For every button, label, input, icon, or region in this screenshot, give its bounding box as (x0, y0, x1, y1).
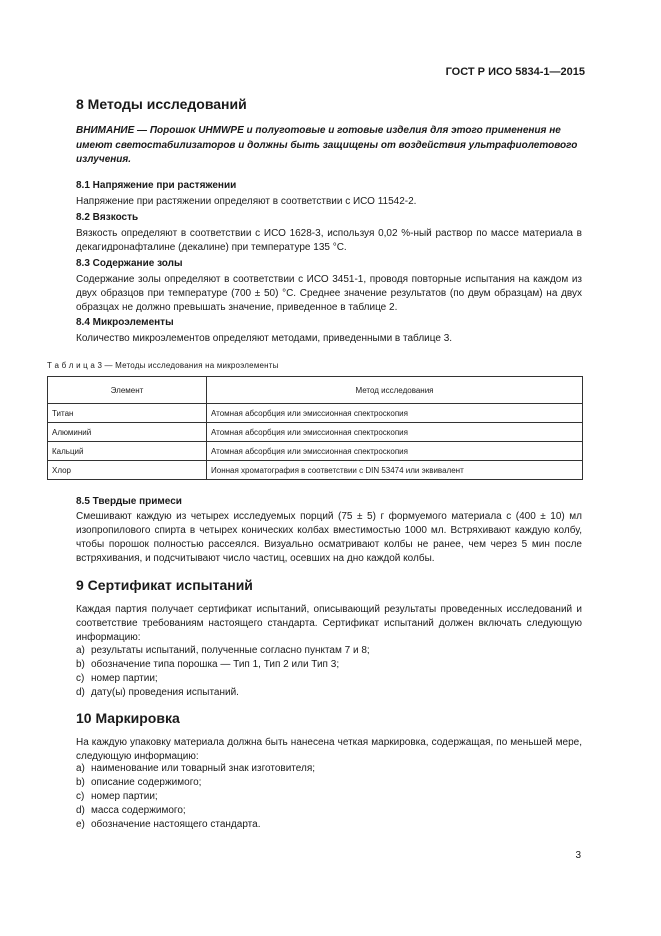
table-cell: Алюминий (48, 423, 207, 442)
section-8-1-title: 8.1 Напряжение при растяжении (76, 180, 237, 191)
list-item: b) описание содержимого; (76, 777, 202, 788)
section-8-title: 8 Методы исследований (76, 96, 247, 112)
section-8-3-text: Содержание золы определяют в соответствии с ИСО 3451-1, проводя повторные испытания на каждом из двух образцов при температуре (700 ± 50) °С. Среднее значение результатов (по двум образцам) на двух образцах не должно превышать значение, приведенное в таблице 2. (76, 274, 582, 313)
table-row (48, 423, 583, 442)
list-item: e) обозначение настоящего стандарта. (76, 819, 261, 830)
table-header-method: Метод исследования (207, 377, 583, 404)
section-8-4-title: 8.4 Микроэлементы (76, 317, 174, 328)
section-8-1-text: Напряжение при растяжении определяют в соответствии с ИСО 11542-2. (76, 196, 417, 207)
table-cell: Хлор (48, 461, 207, 480)
table-row (48, 404, 583, 423)
table-3-caption: Т а б л и ц а 3 — Методы исследования на микроэлементы (47, 361, 279, 370)
table-cell: Атомная абсорбция или эмиссионная спектроскопия (207, 423, 583, 442)
table-cell: Атомная абсорбция или эмиссионная спектроскопия (207, 404, 583, 423)
list-item: c) номер партии; (76, 791, 158, 802)
page-number: 3 (575, 850, 581, 861)
section-10-title: 10 Маркировка (76, 710, 180, 726)
section-8-5-title: 8.5 Твердые примеси (76, 496, 182, 507)
section-8-5-text: Смешивают каждую из четырех исследуемых порций (75 ± 5) г формуемого материала с (400 ± 10) мл изопропилового спирта в четырех конических колбах вместимостью 1000 мл. Встряхивают каждую колбу, чтобы порошок полностью рассеялся. Визуально осматривают колбы не ранее, чем через 5 мин после встряхивания, и подсчитывают число частиц, осевших на дно каждой колбы. (76, 511, 582, 564)
table-cell: Кальций (48, 442, 207, 461)
section-8-3-title: 8.3 Содержание золы (76, 258, 183, 269)
section-8-2-text: Вязкость определяют в соответствии с ИСО 1628-3, используя 0,02 %-ный раствор по массе материала в декагидронафталине (декалине) при температуре 135 °С. (76, 228, 582, 253)
section-10-text: На каждую упаковку материала должна быть нанесена четкая маркировка, содержащая, по меньшей мере, следующую информацию: (76, 737, 582, 762)
table-cell: Ионная хроматография в соответствии с DIN 53474 или эквивалент (207, 461, 583, 480)
list-item: a) результаты испытаний, полученные согласно пунктам 7 и 8; (76, 645, 370, 656)
list-item: b) обозначение типа порошка — Тип 1, Тип 2 или Тип 3; (76, 659, 340, 670)
table-cell: Атомная абсорбция или эмиссионная спектроскопия (207, 442, 583, 461)
table-row (48, 442, 583, 461)
list-item: d) масса содержимого; (76, 805, 186, 816)
table-cell: Титан (48, 404, 207, 423)
section-9-list (76, 644, 582, 700)
section-9-title: 9 Сертификат испытаний (76, 577, 253, 593)
section-8-4-text: Количество микроэлементов определяют методами, приведенными в таблице 3. (76, 333, 453, 344)
section-9-text: Каждая партия получает сертификат испытаний, описывающий результаты проведенных исследований и соответствие требованиям настоящего стандарта. Сертификат испытаний должен включать следующую информацию: (76, 604, 582, 643)
table-3 (47, 376, 583, 480)
list-item: d) дату(ы) проведения испытаний. (76, 687, 239, 698)
table-header-element: Элемент (48, 377, 207, 404)
warning-text: ВНИМАНИЕ — Порошок UHMWPE и полуготовые и готовые изделия для этого применения не имеют светостабилизаторов и должны быть защищены от воздействия ультрафиолетового излучения. (76, 125, 578, 165)
list-item: a) наименование или товарный знак изготовителя; (76, 763, 316, 774)
section-8-2-title: 8.2 Вязкость (76, 212, 139, 223)
table-row (48, 461, 583, 480)
list-item: c) номер партии; (76, 673, 158, 684)
section-10-list (76, 762, 582, 832)
standard-header: ГОСТ Р ИСО 5834-1—2015 (445, 66, 585, 78)
